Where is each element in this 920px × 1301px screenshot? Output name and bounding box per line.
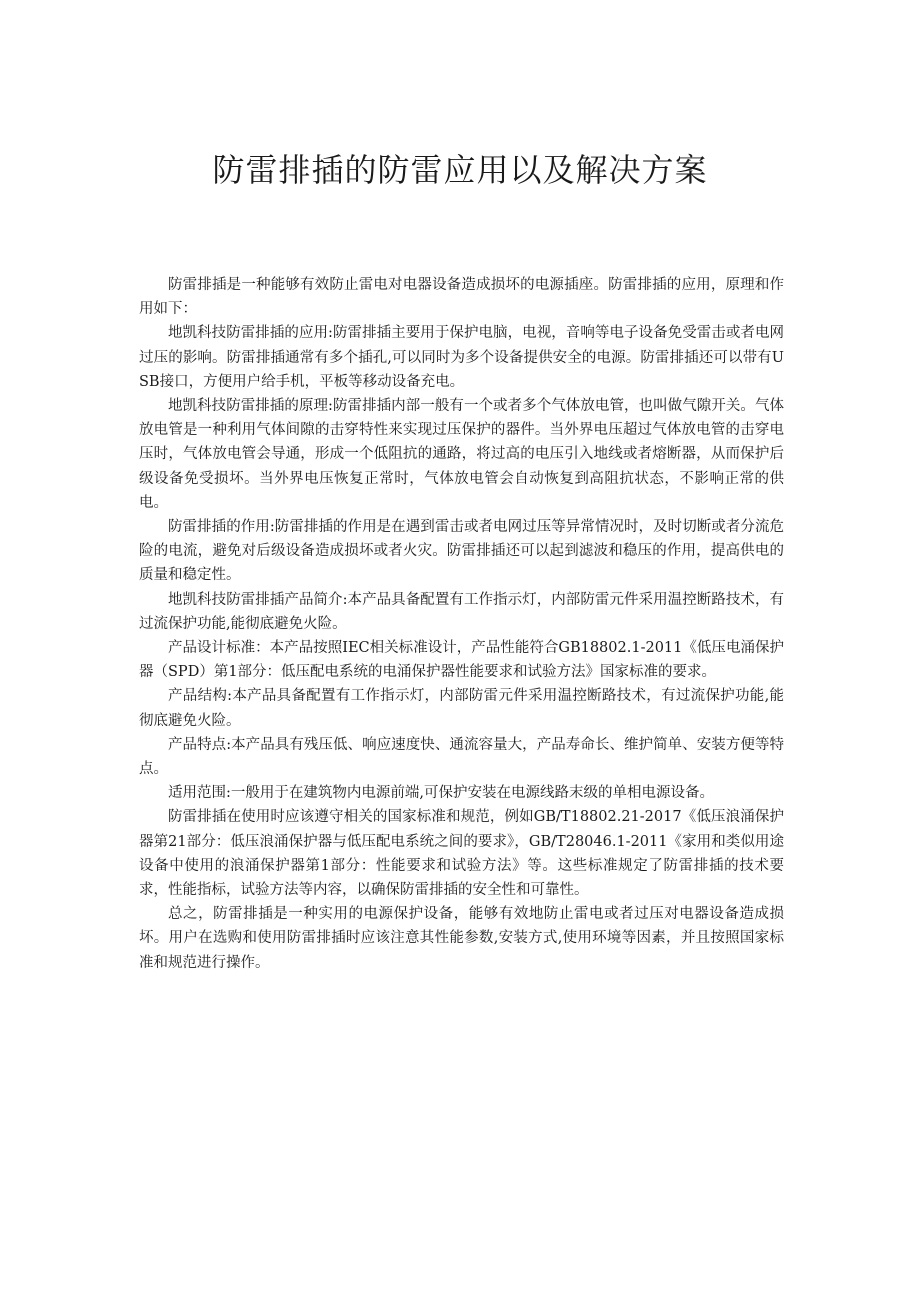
- paragraph-design-standard: 产品设计标准：本产品按照IEC相关标准设计，产品性能符合GB18802.1-2011《低压电涌保护器（SPD）第1部分：低压配电系统的电涌保护器性能要求和试验方法》国家标准的要求。: [139, 640, 784, 681]
- paragraph-standards: 防雷排插在使用时应该遵守相关的国家标准和规范，例如GB/T18802.21-2017《低压浪涌保护器第21部分：低压浪涌保护器与低压配电系统之间的要求》，GB/T28046.1-2011《家用和类似用途设备中使用的浪涌保护器第1部分：性能要求和试验方法》等。这些标准规定了防雷排插的技术要求，性能指标，试验方法等内容，以确保防雷排插的安全性和可靠性。: [139, 809, 784, 899]
- paragraph-application: 地凯科技防雷排插的应用:防雷排插主要用于保护电脑，电视，音响等电子设备免受雷击或者电网过压的影响。防雷排插通常有多个插孔,可以同时为多个设备提供安全的电源。防雷排插还可以带有USB接口，方便用户给手机，平板等移动设备充电。: [139, 325, 784, 390]
- paragraph-features: 产品特点:本产品具有残压低、响应速度快、通流容量大，产品寿命长、维护简单、安装方便等特点。: [139, 736, 784, 778]
- paragraph-principle: 地凯科技防雷排插的原理:防雷排插内部一般有一个或者多个气体放电管，也叫做气隙开关。气体放电管是一种利用气体间隙的击穿特性来实现过压保护的器件。当外界电压超过气体放电管的击穿电压时，气体放电管会导通，形成一个低阻抗的通路，将过高的电压引入地线或者熔断器，从而保护后级设备免受损坏。当外界电压恢复正常时，气体放电管会自动恢复到高阻抗状态，不影响正常的供电。: [139, 398, 784, 511]
- document-body: [139, 273, 784, 975]
- paragraph-summary: 总之，防雷排插是一种实用的电源保护设备，能够有效地防止雷电或者过压对电器设备造成损坏。用户在选购和使用防雷排插时应该注意其性能参数,安装方式,使用环境等因素，并且按照国家标准和规范进行操作。: [139, 906, 784, 971]
- paragraph-product-intro: 地凯科技防雷排插产品简介:本产品具备配置有工作指示灯，内部防雷元件采用温控断路技术，有过流保护功能,能彻底避免火险。: [139, 591, 784, 632]
- paragraph-function: 防雷排插的作用:防雷排插的作用是在遇到雷击或者电网过压等异常情况时，及时切断或者分流危险的电流，避免对后级设备造成损坏或者火灾。防雷排插还可以起到滤波和稳压的作用，提高供电的质量和稳定性。: [139, 519, 784, 584]
- document-title: 防雷排插的防雷应用以及解决方案: [212, 151, 708, 189]
- paragraph-intro: 防雷排插是一种能够有效防止雷电对电器设备造成损坏的电源插座。防雷排插的应用，原理和作用如下：: [139, 277, 784, 318]
- paragraph-scope: 适用范围:一般用于在建筑物内电源前端,可保护安装在电源线路末级的单相电源设备。: [168, 785, 714, 802]
- paragraph-structure: 产品结构:本产品具备配置有工作指示灯，内部防雷元件采用温控断路技术，有过流保护功能,能彻底避免火险。: [139, 688, 784, 729]
